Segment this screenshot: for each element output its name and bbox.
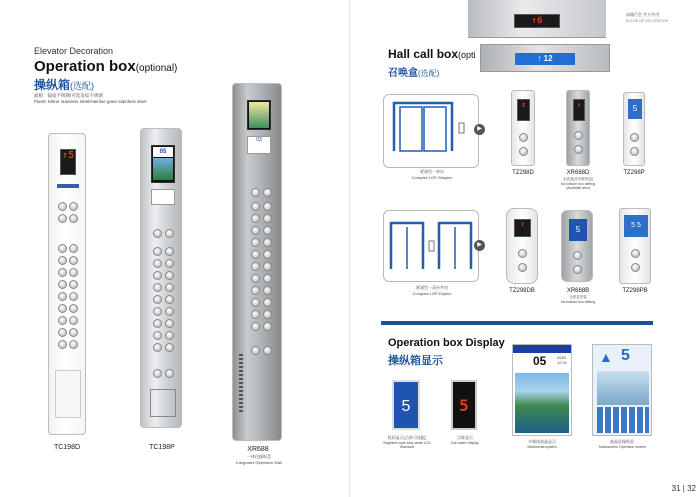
xr688-button[interactable]: [263, 214, 272, 223]
down-button[interactable]: [631, 263, 640, 272]
xr688-button[interactable]: [263, 250, 272, 259]
tc198p-button[interactable]: [153, 319, 162, 328]
down-button[interactable]: [630, 147, 639, 156]
tc198d-button[interactable]: [58, 256, 67, 265]
multimedia-display: [512, 344, 572, 436]
up-button[interactable]: [630, 133, 639, 142]
tc198p-button[interactable]: [165, 271, 174, 280]
xr688-floor: 03: [256, 137, 262, 143]
up-button[interactable]: [573, 251, 582, 260]
top-indicator-display: [514, 14, 560, 28]
down-button[interactable]: [574, 145, 583, 154]
duplex-cn: 紧凑型一双台共用: [416, 285, 448, 290]
up-button[interactable]: [518, 249, 527, 258]
segment-cn: 段码显示(点阵可选配): [387, 435, 427, 440]
tc198p-button[interactable]: [165, 319, 174, 328]
tc198d-display-text: ↑5: [61, 150, 75, 161]
duplex-en: Compact LOP-Duplex: [412, 291, 452, 296]
tz298pb-panel: [619, 208, 651, 284]
xr688-button[interactable]: [263, 226, 272, 235]
xr688-desc-cn: 一体化操纵盘: [247, 454, 271, 459]
tc198p-lcd: [151, 145, 175, 183]
tc198p-label: TC198P: [149, 444, 175, 451]
xr688b-label: XR688B: [566, 288, 590, 294]
xr688-button[interactable]: [251, 346, 260, 355]
touch-image: [597, 371, 649, 405]
segment-display-value: 5: [401, 398, 411, 415]
tc198d-button[interactable]: [58, 268, 67, 277]
xr688-button[interactable]: [251, 214, 260, 223]
tc198d-button[interactable]: [69, 244, 78, 253]
multimedia-en: Multimedia system: [527, 445, 557, 449]
segment-display: [392, 380, 420, 430]
page-gutter: [349, 0, 351, 497]
header-cn: 冰箱行会 共万共用: [626, 12, 660, 17]
top-lcd-display: ↑ 12: [515, 53, 575, 65]
xr688-button[interactable]: [263, 274, 272, 283]
left-title-optional: (optional): [135, 63, 178, 74]
tc198p-button[interactable]: [153, 271, 162, 280]
xr688-button[interactable]: [251, 310, 260, 319]
xr688d-label: XR688D: [566, 170, 590, 176]
dot-matrix-en: Dot matrix display: [451, 441, 479, 445]
tz298p-panel: [623, 92, 645, 166]
xr688-button[interactable]: [251, 188, 260, 197]
duplex-card: [383, 210, 479, 282]
tc198p-button[interactable]: [165, 307, 174, 316]
touch-keypad[interactable]: [597, 407, 649, 433]
tc198p-panel: [140, 128, 182, 428]
tz298d-label: TZ298D: [512, 170, 534, 176]
tc198p-button[interactable]: [165, 229, 174, 238]
tc198p-button[interactable]: [165, 369, 174, 378]
xr688d-sub-cn: 无底盒(亦可配底盒): [562, 177, 594, 181]
tc198p-button[interactable]: [165, 295, 174, 304]
xr688-button[interactable]: [263, 238, 272, 247]
xr688b-panel: [561, 210, 593, 282]
xr688-button[interactable]: [263, 188, 272, 197]
xr688d-sub-en: No bottom box setting (Available also): [560, 182, 596, 191]
tc198d-button[interactable]: [58, 280, 67, 289]
tc198d-button[interactable]: [69, 328, 78, 337]
hall-call-title-cn: [388, 64, 439, 79]
tz298p-label: TZ298P: [623, 170, 645, 176]
left-title-cn-main: 操纵箱: [34, 78, 71, 92]
left-note-cn: 面板：镜面不锈钢/可选发纹不锈钢: [34, 93, 103, 98]
tc198d-button[interactable]: [69, 280, 78, 289]
xr688-speaker-grille: [239, 354, 243, 414]
tz298pb-label: TZ298PB: [622, 288, 648, 294]
dot-matrix-cn: 点阵显示: [457, 435, 473, 440]
tc198p-lcd-image: [153, 158, 173, 180]
tc198p-button[interactable]: [153, 331, 162, 340]
tc198d-panel: [48, 133, 86, 435]
tc198d-button[interactable]: [69, 340, 78, 349]
tc198d-button[interactable]: [69, 256, 78, 265]
tc198p-button[interactable]: [153, 343, 162, 352]
tc198p-info-plate: [151, 189, 175, 205]
segment-en: Segment code blue-white LCD Standard: [383, 441, 431, 450]
tc198p-button[interactable]: [153, 295, 162, 304]
up-button[interactable]: [574, 131, 583, 140]
tc198d-button[interactable]: [58, 292, 67, 301]
left-title-cn-optional: (选配): [70, 81, 95, 91]
tc198p-button[interactable]: [153, 259, 162, 268]
left-note-en: Panel: Mirror stainless steel/Hairline grain stainless steel: [34, 99, 147, 104]
left-title-big: [34, 58, 177, 75]
xr688-button[interactable]: [251, 286, 260, 295]
xr688-button[interactable]: [263, 310, 272, 319]
tc198p-button[interactable]: [153, 229, 162, 238]
tz298p-screen: 5: [628, 99, 642, 119]
tc198d-button[interactable]: [58, 328, 67, 337]
up-button[interactable]: [519, 133, 528, 142]
multimedia-image: [515, 373, 569, 433]
duplex-door-icon: [389, 219, 473, 271]
touch-cn: 液晶屏操纵屏: [610, 439, 634, 444]
xr688-button[interactable]: [263, 202, 272, 211]
duplex-arrow-icon[interactable]: ▶: [474, 240, 485, 251]
tz298d-display: ↕: [517, 99, 530, 121]
xr688d-panel: [566, 90, 590, 166]
dot-matrix-display: [451, 380, 477, 430]
hall-call-title-main: Hall call box: [388, 47, 459, 61]
tc198p-button[interactable]: [153, 247, 162, 256]
tc198d-button[interactable]: [69, 292, 78, 301]
tc198d-service-box: [55, 370, 81, 418]
display-title-cn: 操纵箱显示: [388, 355, 443, 367]
tc198p-service-box: [150, 389, 176, 417]
xr688-button[interactable]: [251, 226, 260, 235]
tc198p-button[interactable]: [153, 307, 162, 316]
xr688d-display: ↑: [573, 99, 585, 121]
simplex-en: Compact LOP-Simplex: [411, 175, 453, 180]
hall-call-title: [388, 47, 476, 61]
left-title-cn: [34, 76, 94, 93]
tz298pb-screen: 5 5: [624, 215, 648, 237]
touch-arrow-icon: ▲: [599, 349, 613, 365]
dot-matrix-value: 5: [459, 396, 469, 415]
tc198d-button[interactable]: [58, 202, 67, 211]
tc198d-display: [60, 149, 76, 175]
touch-display: [592, 344, 652, 436]
xr688-button[interactable]: [251, 202, 260, 211]
touch-floor: 5: [621, 347, 630, 364]
left-title-small: Elevator Decoration: [34, 46, 114, 56]
tc198p-button[interactable]: [153, 283, 162, 292]
multimedia-date: 2020 12 01: [557, 355, 568, 365]
display-section-bar: [381, 321, 653, 325]
tc198d-button[interactable]: [58, 304, 67, 313]
xr688-button[interactable]: [263, 322, 272, 331]
xr688b-sub-cn: 无底盒安装: [569, 295, 587, 299]
xr688-button[interactable]: [263, 298, 272, 307]
tc198d-button[interactable]: [58, 340, 67, 349]
xr688-label: XR688: [247, 446, 269, 453]
down-button[interactable]: [518, 263, 527, 272]
down-button[interactable]: [519, 147, 528, 156]
tz298db-panel: [506, 208, 538, 284]
tc198p-button[interactable]: [153, 369, 162, 378]
simplex-door-icon: [392, 101, 472, 153]
xr688-lcd: [247, 100, 271, 130]
xr688-button[interactable]: [251, 322, 260, 331]
xr688-button[interactable]: [251, 274, 260, 283]
xr688-button[interactable]: [263, 262, 272, 271]
multimedia-cn: 多媒体液晶显示: [528, 439, 556, 444]
tc198d-label: TC198D: [53, 444, 81, 451]
xr688-button[interactable]: [263, 286, 272, 295]
top-indicator-text: ↑6: [531, 16, 543, 26]
top-lcd-plate: [480, 44, 610, 72]
xr688-button[interactable]: [263, 346, 272, 355]
touch-en: Touchscreen Operation screen: [598, 445, 646, 449]
hall-call-title-optional: (opti: [458, 50, 476, 60]
xr688b-screen: 5: [569, 219, 587, 241]
xr688-panel: [232, 83, 282, 441]
tc198p-lcd-floor: 05: [153, 147, 173, 157]
simplex-cn: 紧凑型一单台: [420, 169, 444, 174]
tz298d-panel: [511, 90, 535, 166]
tz298db-label: TZ298DB: [509, 288, 535, 294]
tc198p-button[interactable]: [165, 343, 174, 352]
xr688-lcd-image: [249, 102, 269, 128]
tc198d-button[interactable]: [58, 244, 67, 253]
tc198p-button[interactable]: [165, 283, 174, 292]
tc198p-button[interactable]: [165, 247, 174, 256]
simplex-arrow-icon[interactable]: ▶: [474, 124, 485, 135]
header-en: ELEVATOR DECORATION: [626, 19, 669, 23]
top-indicator-plate: [468, 0, 606, 38]
multimedia-floor: 05: [533, 354, 547, 368]
multimedia-header: [513, 345, 571, 353]
tc198d-brand-strip: [57, 184, 79, 188]
xr688-button[interactable]: [251, 250, 260, 259]
xr688-button[interactable]: [251, 298, 260, 307]
tc198d-button[interactable]: [58, 214, 67, 223]
display-title-en: Operation box Display: [388, 337, 505, 349]
xr688-button[interactable]: [251, 238, 260, 247]
hall-call-cn-main: 召唤盒: [388, 68, 418, 79]
tc198d-button[interactable]: [69, 214, 78, 223]
tc198p-button[interactable]: [165, 331, 174, 340]
tc198d-button[interactable]: [69, 316, 78, 325]
page-number: 31 | 32: [671, 484, 696, 493]
left-title-main: Operation box: [34, 58, 136, 75]
tz298db-display: ↕: [514, 219, 531, 237]
xr688-button[interactable]: [251, 262, 260, 271]
tc198d-button[interactable]: [58, 316, 67, 325]
tc198d-button[interactable]: [69, 268, 78, 277]
xr688b-sub-en: No bottom box setting: [560, 300, 596, 304]
up-button[interactable]: [631, 249, 640, 258]
xr688-info-plate: [247, 136, 271, 154]
xr688-desc-en: Integrated Operation Wall: [236, 460, 282, 465]
tc198p-button[interactable]: [165, 259, 174, 268]
simplex-card: [383, 94, 479, 168]
tc198d-button[interactable]: [69, 304, 78, 313]
hall-call-cn-optional: (选配): [418, 69, 440, 78]
down-button[interactable]: [573, 265, 582, 274]
tc198d-button[interactable]: [69, 202, 78, 211]
